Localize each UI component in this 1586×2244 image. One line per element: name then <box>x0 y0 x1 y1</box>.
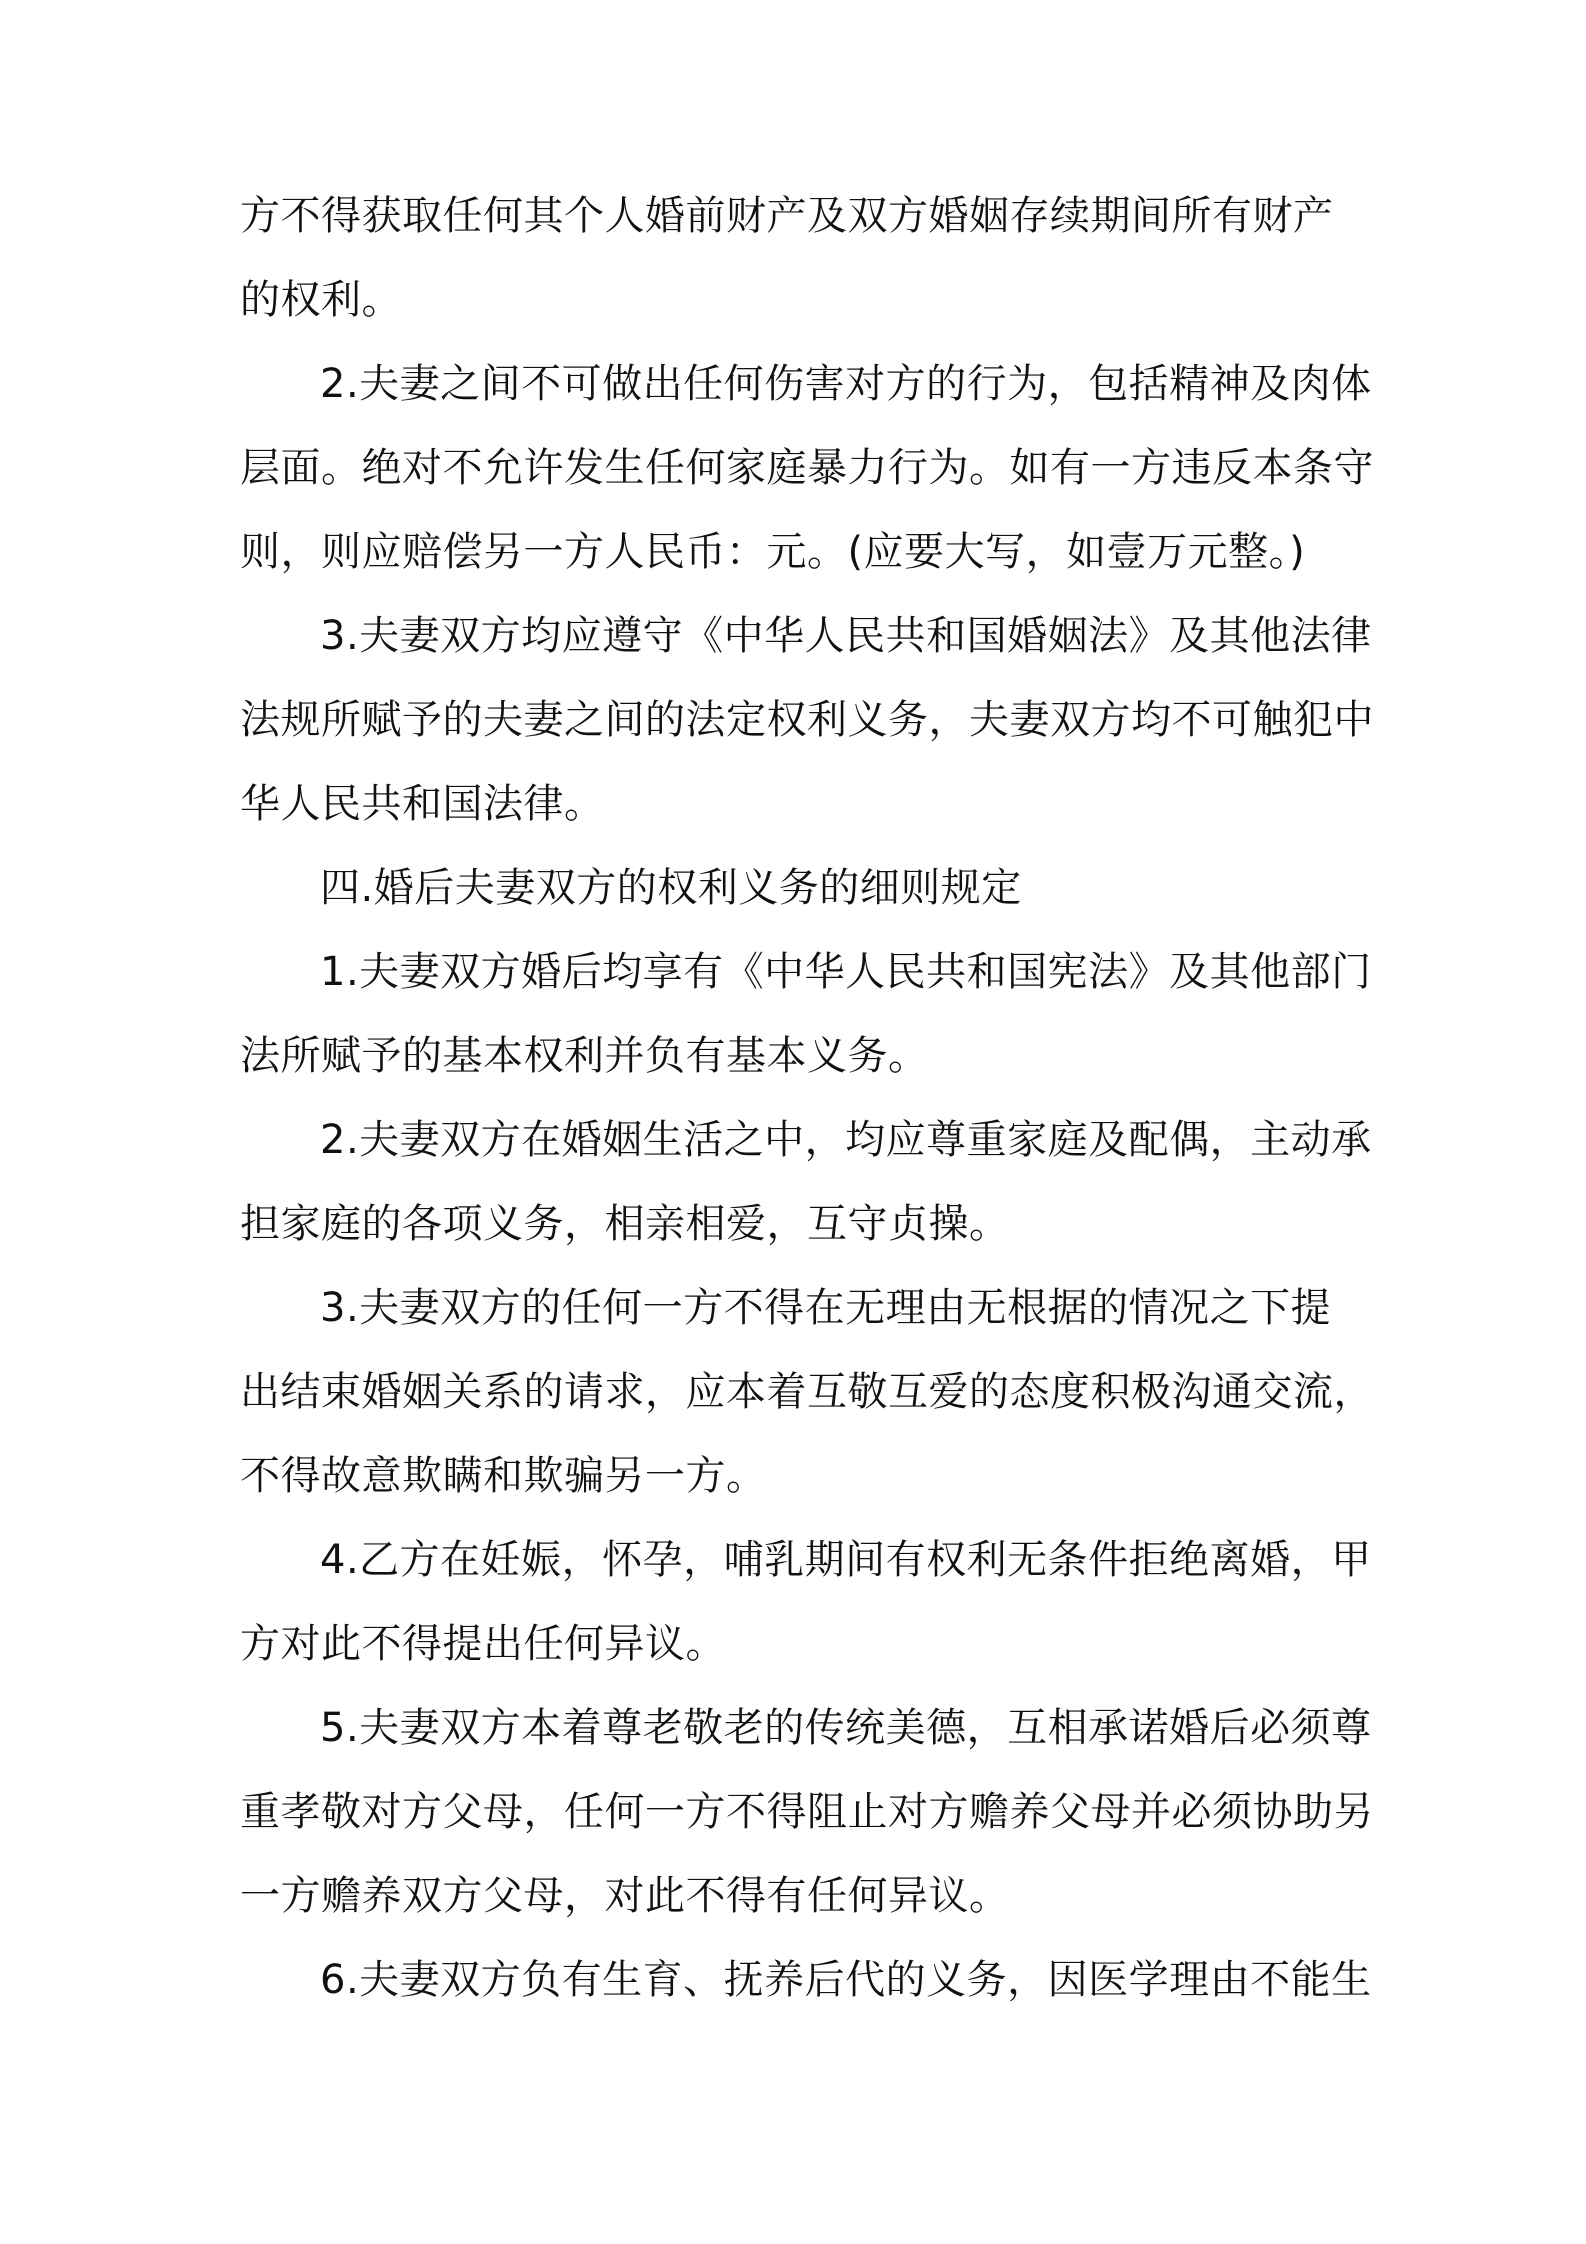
rule-5-line-2: 重孝敬对方父母，任何一方不得阻止对方赡养父母并必须协助另 <box>240 1789 1374 1835</box>
clause-3-line-3: 华人民共和国法律。 <box>240 781 605 827</box>
rule-5-line-1: 5.夫妻双方本着尊老敬老的传统美德，互相承诺婚后必须尊 <box>320 1705 1372 1751</box>
clause-2-line-2: 层面。绝对不允许发生任何家庭暴力行为。如有一方违反本条守 <box>240 445 1374 491</box>
rule-1-line-1: 1.夫妻双方婚后均享有《中华人民共和国宪法》及其他部门 <box>320 949 1372 995</box>
clause-2-line-1: 2.夫妻之间不可做出任何伤害对方的行为，包括精神及肉体 <box>320 361 1372 407</box>
rule-2-line-1: 2.夫妻双方在婚姻生活之中，均应尊重家庭及配偶，主动承 <box>320 1117 1372 1163</box>
rule-4-line-2: 方对此不得提出任何异议。 <box>240 1621 726 1667</box>
rule-5-line-3: 一方赡养双方父母，对此不得有任何异议。 <box>240 1873 1010 1919</box>
rule-3-line-3: 不得故意欺瞒和欺骗另一方。 <box>240 1453 767 1499</box>
rule-4-line-1: 4.乙方在妊娠，怀孕，哺乳期间有权利无条件拒绝离婚，甲 <box>320 1537 1372 1583</box>
text-line-2: 的权利。 <box>240 277 402 323</box>
rule-3-line-1: 3.夫妻双方的任何一方不得在无理由无根据的情况之下提 <box>320 1285 1332 1331</box>
rule-2-line-2: 担家庭的各项义务，相亲相爱，互守贞操。 <box>240 1201 1010 1247</box>
rule-1-line-2: 法所赋予的基本权利并负有基本义务。 <box>240 1033 929 1079</box>
text-line-1: 方不得获取任何其个人婚前财产及双方婚姻存续期间所有财产 <box>240 193 1334 239</box>
section-heading: 四.婚后夫妻双方的权利义务的细则规定 <box>320 865 1022 911</box>
rule-6-line-1: 6.夫妻双方负有生育、抚养后代的义务，因医学理由不能生 <box>320 1957 1372 2003</box>
clause-3-line-2: 法规所赋予的夫妻之间的法定权利义务，夫妻双方均不可触犯中 <box>240 697 1374 743</box>
rule-3-line-2: 出结束婚姻关系的请求，应本着互敬互爱的态度积极沟通交流， <box>240 1369 1374 1415</box>
clause-3-line-1: 3.夫妻双方均应遵守《中华人民共和国婚姻法》及其他法律 <box>320 613 1372 659</box>
clause-2-line-3: 则，则应赔偿另一方人民币：元。(应要大写，如壹万元整。) <box>240 529 1306 575</box>
